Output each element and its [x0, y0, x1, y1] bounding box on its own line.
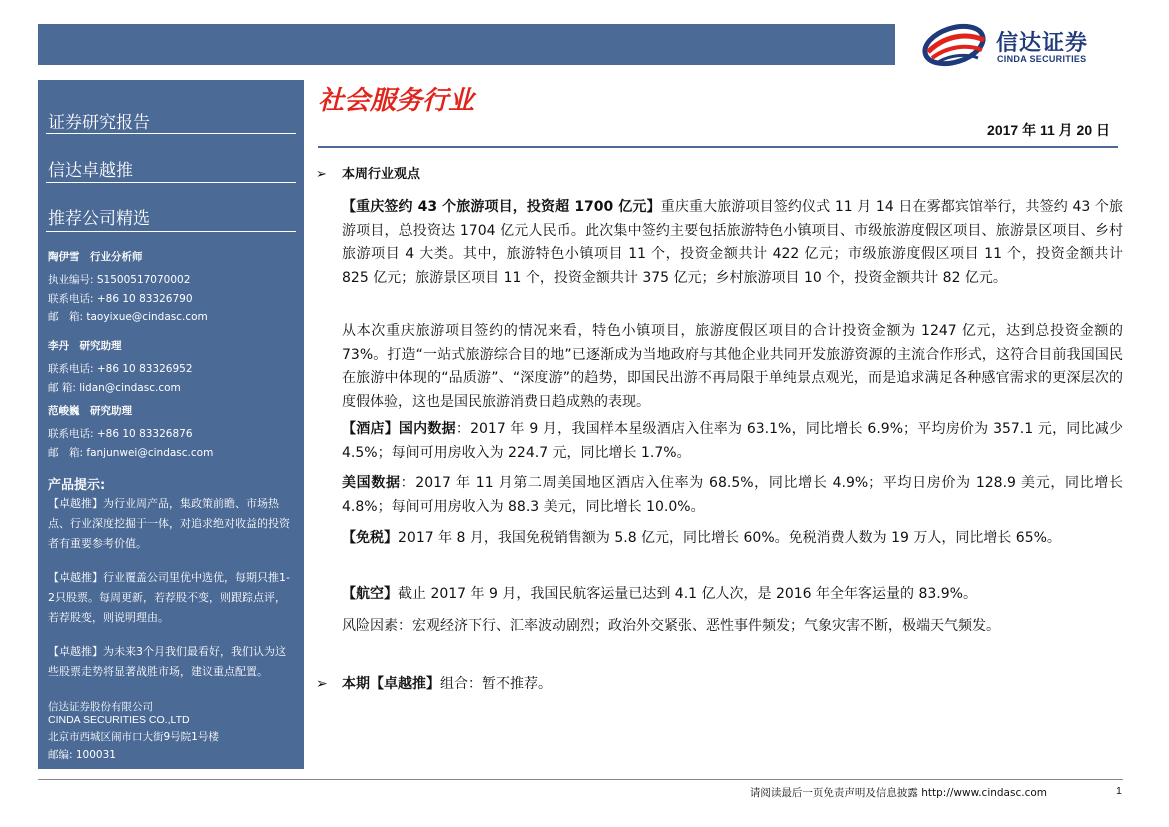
paragraph-body: 截止 2017 年 9 月，我国民航客运量已达到 4.1 亿人次，是 2016 年全年客运量的 83.9%。	[398, 586, 977, 602]
page-title: 社会服务行业	[318, 86, 475, 116]
section-heading-body: 组合：暂不推荐。	[440, 676, 552, 692]
report-date: 2017 年 11 月 20 日	[987, 122, 1110, 138]
company-address: 北京市西城区闹市口大街9号院1号楼	[48, 731, 219, 743]
section-heading-label: 本期【卓越推】	[342, 676, 440, 692]
paragraph-hotel-domestic	[342, 418, 1123, 465]
sidebar-nav-recommended: 推荐公司精选	[48, 209, 150, 229]
paragraph-body: ：2017 年 9 月，我国样本星级酒店入住率为 63.1%，同比增长 6.9%；平均房价为 357.1 元，同比减少 4.5%；每间可用房收入为 224.7 元，同比增长 1.7%。	[342, 421, 1124, 461]
section-heading-current-pick	[316, 673, 552, 693]
product-tips-heading: 产品提示:	[48, 478, 106, 493]
title-divider	[318, 146, 1118, 148]
paragraph-lead: 美国数据	[342, 475, 401, 491]
analyst-phone: 联系电话: +86 10 83326876	[48, 428, 193, 440]
product-tip-paragraph: 【卓越推】为未来3个月我们最看好，我们认为这些股票走势将显著战胜市场，建议重点配置。	[48, 645, 286, 678]
sidebar	[38, 80, 304, 769]
analyst-phone: 联系电话: +86 10 83326952	[48, 363, 193, 375]
sidebar-nav-research-report: 证券研究报告	[48, 113, 150, 133]
analyst-phone: 联系电话: +86 10 83326790	[48, 293, 193, 305]
paragraph-body: ：2017 年 11 月第二周美国地区酒店入住率为 68.5%，同比增长 4.9%；平均日房价为 128.9 美元，同比增长 4.8%；每间可用房收入为 88.3 美元，同比增长 10.0%。	[342, 475, 1124, 515]
paragraph-body: 重庆重大旅游项目签约仪式 11 月 14 日在雾都宾馆举行，共签约 43 个旅游项目，总投资达 1704 亿元人民币。此次集中签约主要包括旅游特色小镇项目、市级旅游度假区项目、旅游景区项目、乡村旅游项目 4 大类。其中，旅游特色小镇项目 11 个，投资金额共计 422 亿元；市级旅游度假区项目 11 个，投资金额共计 825 亿元；旅游景区项目 11 个，投资金额共计 375 亿元；乡村旅游项目 10 个，投资金额共计 82 亿元。	[342, 199, 1123, 286]
company-name-en: CINDA SECURITIES CO.,LTD	[48, 714, 190, 726]
paragraph-risk-factors	[342, 615, 1123, 639]
sidebar-divider	[46, 182, 296, 183]
cinda-logo-mark-icon	[920, 22, 990, 68]
paragraph-chongqing-projects	[342, 196, 1123, 290]
paragraph-body: 风险因素：宏观经济下行、汇率波动剧烈；政治外交紧张、恶性事件频发；气象灾害不断，极端天气频发。	[342, 618, 1000, 634]
company-postcode: 邮编: 100031	[48, 749, 116, 761]
footer-divider	[38, 779, 1123, 780]
paragraph-analysis	[342, 320, 1123, 414]
arrow-bullet-icon: ➢	[316, 167, 327, 182]
analyst-name: 陶伊雪 行业分析师	[48, 251, 143, 263]
logo-english-text: CINDA SECURITIES	[997, 54, 1087, 64]
paragraph-body: 从本次重庆旅游项目签约的情况来看，特色小镇项目，旅游度假区项目的合计投资金额为 1247 亿元，达到总投资金额的 73%。打造“一站式旅游综合目的地”已逐渐成为当地政府与其他企业共同开发旅游资源的主流合作形式，这符合目前我国国民在旅游中体现的“品质游”、“深度游”的趋势，即国民出游不再局限于单纯景点观光，而是追求满足各种感官需求的更深层次的度假体验，这也是国民旅游消费日趋成熟的表现。	[342, 323, 1123, 410]
paragraph-lead: 【航空】	[342, 586, 398, 602]
page-number: 1	[1116, 785, 1122, 797]
analyst-email: 邮 箱: taoyixue@cindasc.com	[48, 311, 208, 323]
paragraph-lead: 【酒店】国内数据	[342, 421, 456, 437]
product-tip-paragraph: 【卓越推】为行业周产品，集政策前瞻、市场热点、行业深度挖掘于一体，对追求绝对收益的投资者有重要参考价值。	[48, 497, 290, 550]
company-name-cn: 信达证券股份有限公司	[48, 701, 153, 713]
cinda-logo	[920, 22, 1120, 68]
paragraph-body: 2017 年 8 月，我国免税销售额为 5.8 亿元，同比增长 60%。免税消费人数为 19 万人，同比增长 65%。	[398, 530, 1061, 546]
paragraph-aviation	[342, 583, 1123, 607]
section-heading-label: 本周行业观点	[342, 167, 421, 182]
analyst-name: 范峻巍 研究助理	[48, 405, 132, 417]
paragraph-lead: 【免税】	[342, 530, 398, 546]
analyst-license: 执业编号: S1500517070002	[48, 274, 191, 286]
analyst-email: 邮 箱: fanjunwei@cindasc.com	[48, 447, 214, 459]
paragraph-duty-free	[342, 527, 1123, 551]
sidebar-nav-cinda-pick: 信达卓越推	[48, 161, 133, 181]
sidebar-divider	[46, 133, 296, 134]
product-tip-paragraph: 【卓越推】行业覆盖公司里优中选优，每期只推1-2只股票。每周更新，若荐股不变，则跟踪点评，若荐股变，则说明理由。	[48, 571, 290, 624]
logo-chinese-text: 信达证券	[996, 31, 1089, 56]
sidebar-divider	[46, 231, 296, 232]
header-band	[38, 24, 895, 65]
paragraph-lead: 【重庆签约 43 个旅游项目，投资超 1700 亿元】	[342, 199, 661, 215]
analyst-name: 李丹 研究助理	[48, 340, 122, 352]
analyst-email: 邮 箱: lidan@cindasc.com	[48, 382, 181, 394]
paragraph-hotel-us	[342, 472, 1123, 519]
footer-disclaimer: 请阅读最后一页免责声明及信息披露 http://www.cindasc.com	[749, 787, 1047, 799]
section-heading-weekly-view	[316, 163, 420, 182]
arrow-bullet-icon: ➢	[316, 676, 328, 692]
